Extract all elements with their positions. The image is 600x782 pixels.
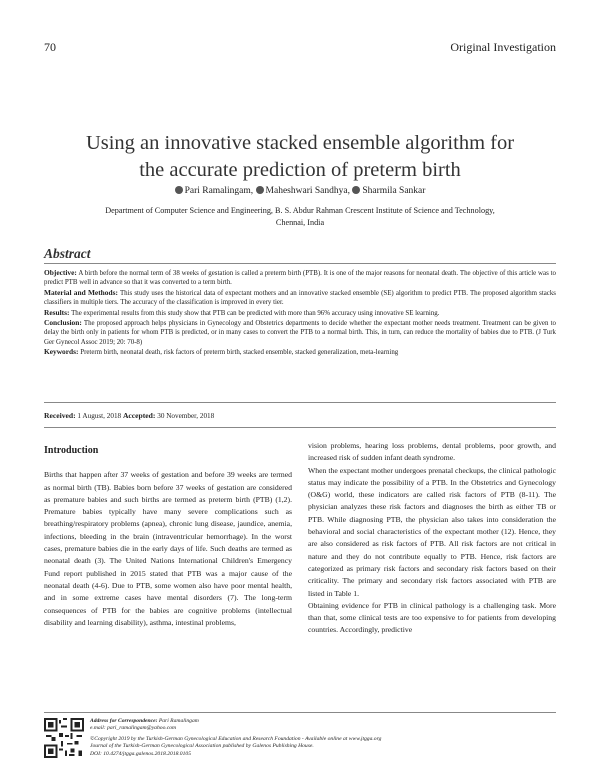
page-number: 70 bbox=[44, 40, 56, 54]
orcid-icon[interactable] bbox=[352, 186, 360, 194]
article-title bbox=[40, 130, 560, 184]
orcid-icon[interactable] bbox=[175, 186, 183, 194]
conclusion-label: Conclusion: bbox=[44, 318, 82, 328]
intro-paragraph-2: vision problems, hearing loss problems, dental problems, poor growth, and increased risk of sudden infant death syndrome. bbox=[308, 441, 556, 463]
results-text: The experimental results from this study show that PTB can be predicted with more than 96% accuracy using innovative SE learning. bbox=[71, 309, 440, 317]
abstract-top-rule bbox=[44, 263, 556, 264]
keywords-label: Keywords: bbox=[44, 347, 79, 357]
title-line-2: the accurate prediction of preterm birth bbox=[139, 159, 461, 181]
footer-rule bbox=[44, 712, 556, 713]
author-list: Pari Ramalingam, Maheshwari Sandhya, Sharmila Sankar bbox=[40, 186, 560, 196]
intro-paragraph-1: Births that happen after 37 weeks of gestation and before 39 weeks are termed as normal birth (TB). Babies born before 37 weeks of gestation are considered as premature babies and such births are termed as preterm birth (PTB) (1,2). Premature babies typically have many severe complications such as breathing/respiratory problems (apnea), chronic lung disease, jaundice, anemia, infections, bleeding in the brain (intraventricular hemorrhage). In the worst cases, premature babies die in the early days of life. Such deaths are termed as neonatal death (3). The United Nations International Children's Emergency Fund report published in 2015 stated that PTB was a major cause of the neonatal death (4-6). Due to PTB, some women also have poor mental health, and in some extreme cases have mental disorders (7). The long-term consequences of PTB for the babies are cognitive problems (intellectual disability and learning disability), asthma, intestinal problems, bbox=[44, 470, 292, 627]
section-label: Original Investigation bbox=[450, 40, 556, 54]
affiliation-line-2: Chennai, India bbox=[275, 218, 325, 227]
correspondence-label: Address for Correspondence: bbox=[90, 718, 158, 724]
intro-paragraph-4: Obtaining evidence for PTB in clinical pathology is a challenging task. More than that, some clinical tests are too expensive to for patients from developing countries. Accordingly, predictive bbox=[308, 600, 556, 635]
author-name: Sharmila Sankar bbox=[362, 186, 426, 196]
journal-line: Journal of the Turkish-German Gynecological Association published by Galenos Publishing House. bbox=[90, 743, 314, 750]
methods-text: This study uses the historical data of expectant mothers and an innovative stacked ensemble (SE) algorithm to predict PTB. The proposed algorithm stacks classifiers in multiple tiers. The accuracy of the classification is improved in every tier. bbox=[44, 289, 556, 307]
affiliation-line-1: Department of Computer Science and Engineering, B. S. Abdur Rahman Crescent Institute of Science and Technology, bbox=[105, 206, 495, 215]
received-label: Received: bbox=[44, 411, 76, 420]
abstract-results bbox=[44, 308, 556, 318]
title-line-1: Using an innovative stacked ensemble algorithm for bbox=[85, 132, 515, 154]
doi-line[interactable]: DOI: 10.4274/jtgga.galenos.2018.2018.0105 bbox=[90, 750, 191, 757]
accepted-label: Accepted: bbox=[122, 411, 156, 420]
qr-code bbox=[44, 718, 84, 758]
introduction-heading: Introduction bbox=[44, 445, 99, 456]
author-name: Maheshwari Sandhya bbox=[265, 186, 348, 196]
received-dates bbox=[44, 411, 214, 420]
dates-rule bbox=[44, 427, 556, 428]
abstract-heading: Abstract bbox=[44, 246, 91, 261]
abstract-objective bbox=[44, 268, 556, 288]
abstract-keywords bbox=[44, 347, 556, 357]
conclusion-text: The proposed approach helps physicians in Gynecology and Obstetrics departments to decide whether the expectant mother needs treatment. Treatment can be given to delay the birth only in patients for whom PTB is predicted, or in many cases to convert the PTB to a normal birth. This, in turn, can reduce the mortality of babies due to PTB. (J Turk Ger Gynecol Assoc 2019; 20: 70-8) bbox=[44, 320, 556, 346]
objective-text: A birth before the normal term of 38 weeks of gestation is called a preterm birth (PTB). It is one of the major reasons for neonatal death. The objective of this article was to predict PTB well in advance so that it was converted to a term birth. bbox=[44, 270, 556, 287]
methods-label: Material and Methods: bbox=[44, 287, 118, 297]
abstract-body bbox=[44, 268, 556, 358]
received-date: 1 August, 2018 bbox=[77, 412, 122, 420]
objective-label: Objective: bbox=[44, 268, 77, 277]
correspondence-email[interactable]: e.mail: pari_ramalingam@yahoo.com bbox=[90, 725, 177, 732]
left-column bbox=[44, 445, 292, 629]
author-name: Pari Ramalingam bbox=[184, 186, 251, 196]
affiliation bbox=[50, 205, 550, 229]
footer bbox=[90, 718, 560, 758]
abstract-methods bbox=[44, 288, 556, 308]
abstract-conclusion bbox=[44, 318, 556, 347]
accepted-date: 30 November, 2018 bbox=[157, 412, 215, 420]
intro-paragraph-3: When the expectant mother undergoes prenatal checkups, the clinical pathologic status may indicate the possibility of a PTB. In the Obstetrics and Gynecology (O&G) world, these indicators are called risk factors of PTB (8-11). The physician analyzes these risk factors and diagnoses the birth as either TB or PTB. While diagnosing PTB, the physician also takes into consideration the behavioral and social characteristics of the expectant mother (12). Hence, they are also considered as risk factors of PTB. All risk factors are not critical in nature and they do not contribute equally to PTB. Hence, risk factors are categorized as primary risk factors and secondary risk factors based on their criticality. The primary and secondary risk factors associated with PTB are listed in Table 1. bbox=[308, 465, 556, 598]
copyright-line: ©Copyright 2019 by the Turkish-German Gynecological Education and Research Foundation - Available online at www.jtgga.org bbox=[90, 735, 382, 742]
keywords-text: Preterm birth, neonatal death, risk factors of preterm birth, stacked ensemble, stacked generalization, meta-learning bbox=[80, 349, 399, 357]
results-label: Results: bbox=[44, 307, 70, 317]
correspondence-name: Pari Ramalingam bbox=[158, 718, 199, 724]
right-column bbox=[308, 440, 556, 637]
correspondence bbox=[90, 718, 560, 725]
abstract-bottom-rule bbox=[44, 402, 556, 403]
orcid-icon[interactable] bbox=[256, 186, 264, 194]
